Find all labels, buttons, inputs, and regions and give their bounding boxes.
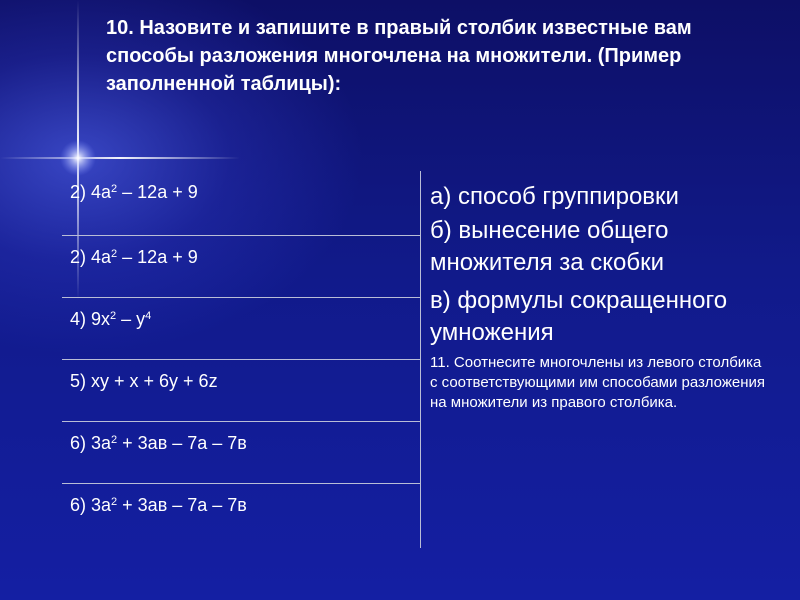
polynomial-cell: [62, 297, 420, 359]
polynomial-cell: [62, 235, 420, 297]
polynomial-cell: [62, 483, 420, 545]
exponent: 2: [111, 248, 118, 260]
polynomial-cell: [62, 359, 420, 421]
polynomial-text: – у: [116, 309, 146, 329]
method-common-factor: б) вынесение общего множителя за скобки: [430, 217, 669, 276]
polynomial-text: 6) 3а: [70, 433, 112, 453]
polynomial-text: 6) 3а: [70, 495, 112, 515]
polynomial-cell: [62, 171, 420, 235]
exponent: 4: [145, 310, 152, 322]
exponent: 2: [110, 310, 117, 322]
task-instruction: 11. Соотнесите многочлены из левого столбика с соответствующими им способами разложения на множители из правого столбика.: [430, 354, 766, 411]
polynomial-text: 5) ху + х + 6у + 6z: [70, 371, 218, 391]
method-short-multiplication: в) формулы сокращенного умножения: [430, 287, 728, 346]
exponent: 2: [111, 434, 118, 446]
method-grouping: а) способ группировки: [430, 183, 679, 210]
matching-table: [62, 171, 783, 548]
slide-title: 10. Назовите и запишите в правый столбик известные вам способы разложения многочлена на множители. (Пример заполненной таблицы):: [106, 17, 692, 95]
polynomial-text: + 3ав – 7а – 7в: [117, 495, 247, 515]
polynomial-cell: [62, 421, 420, 483]
polynomial-text: + 3ав – 7а – 7в: [117, 433, 247, 453]
polynomial-text: – 12а + 9: [117, 182, 198, 202]
methods-column: [421, 171, 783, 548]
exponent: 2: [111, 183, 118, 195]
polynomial-text: 2) 4а: [70, 247, 112, 267]
polynomial-text: 4) 9х: [70, 309, 111, 329]
exponent: 2: [111, 496, 118, 508]
polynomial-text: 2) 4а: [70, 182, 112, 202]
polynomial-text: – 12а + 9: [117, 247, 198, 267]
polynomials-column: [62, 171, 421, 548]
